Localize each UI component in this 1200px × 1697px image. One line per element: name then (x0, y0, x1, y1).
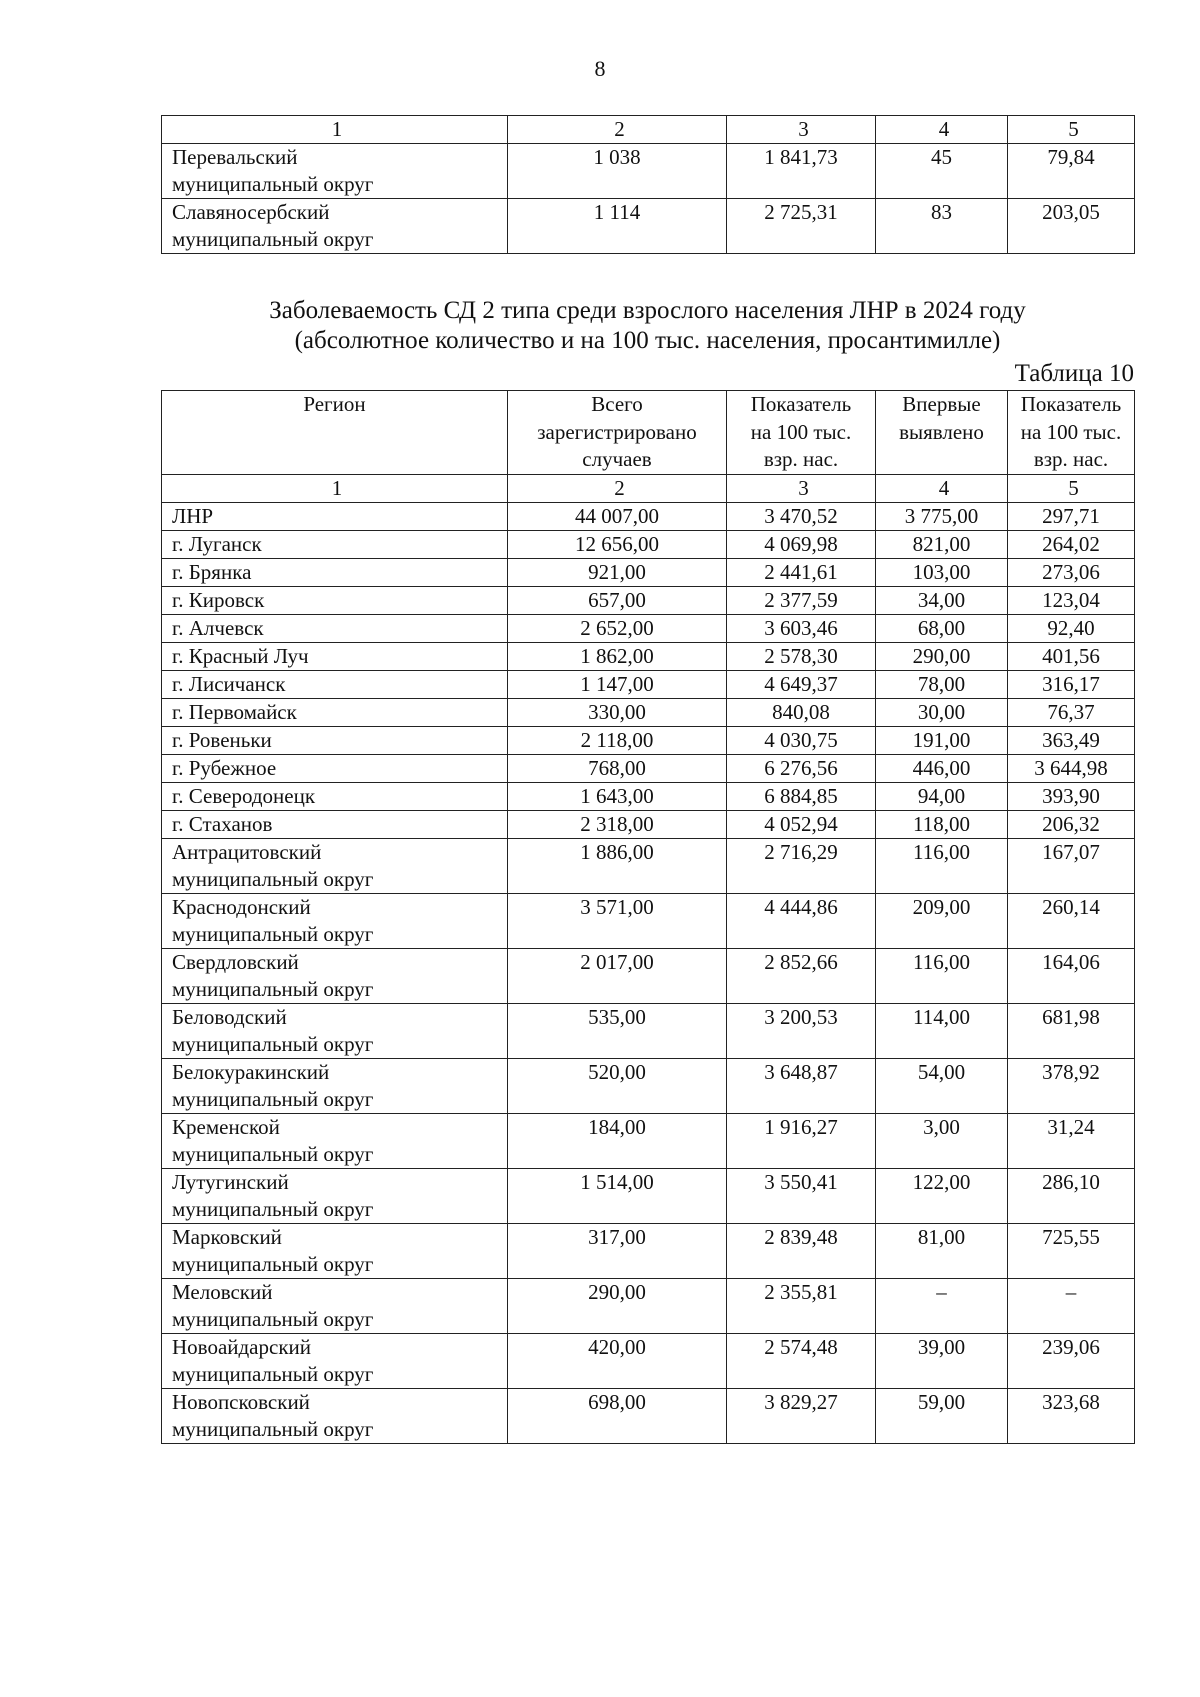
column-number: 5 (1008, 474, 1135, 502)
region-cell: Новоайдарский муниципальный округ (162, 1333, 508, 1388)
value-cell: 4 052,94 (727, 810, 876, 838)
value-cell: 4 030,75 (727, 726, 876, 754)
value-cell: 3 571,00 (508, 893, 727, 948)
value-cell: 122,00 (876, 1168, 1008, 1223)
region-cell: г. Кировск (162, 586, 508, 614)
value-cell: 191,00 (876, 726, 1008, 754)
column-number: 2 (508, 474, 727, 502)
region-cell: г. Брянка (162, 558, 508, 586)
value-cell: 725,55 (1008, 1223, 1135, 1278)
value-cell: 2 578,30 (727, 642, 876, 670)
value-cell: 260,14 (1008, 893, 1135, 948)
value-cell: 3 550,41 (727, 1168, 876, 1223)
value-cell: 1 147,00 (508, 670, 727, 698)
header-new-rate: Показатель на 100 тыс. взр. нас. (1008, 391, 1135, 475)
value-cell: 206,32 (1008, 810, 1135, 838)
value-cell: 921,00 (508, 558, 727, 586)
value-cell: 3 200,53 (727, 1003, 876, 1058)
value-cell: 68,00 (876, 614, 1008, 642)
table-row (162, 948, 1135, 1003)
column-number: 4 (876, 474, 1008, 502)
table-row (162, 1113, 1135, 1168)
value-cell: 1 514,00 (508, 1168, 727, 1223)
region-cell: Свердловский муниципальный округ (162, 948, 508, 1003)
region-cell: г. Луганск (162, 530, 508, 558)
value-cell: 363,49 (1008, 726, 1135, 754)
table-row (162, 1058, 1135, 1113)
value-cell: 1 886,00 (508, 838, 727, 893)
region-cell: г. Ровеньки (162, 726, 508, 754)
region-cell: Марковский муниципальный округ (162, 1223, 508, 1278)
value-cell: 2 017,00 (508, 948, 727, 1003)
page-number: 8 (594, 56, 606, 81)
value-cell: 1 862,00 (508, 642, 727, 670)
column-number: 4 (876, 116, 1008, 144)
value-cell: 45 (876, 144, 1008, 199)
value-cell: 520,00 (508, 1058, 727, 1113)
value-cell: 768,00 (508, 754, 727, 782)
value-cell: 3 644,98 (1008, 754, 1135, 782)
region-cell: Краснодонский муниципальный округ (162, 893, 508, 948)
column-number: 5 (1008, 116, 1135, 144)
header-rate: Показатель на 100 тыс. взр. нас. (727, 391, 876, 475)
value-cell: 1 841,73 (727, 144, 876, 199)
table-row (162, 838, 1135, 893)
value-cell: 840,08 (727, 698, 876, 726)
value-cell: 76,37 (1008, 698, 1135, 726)
value-cell: 323,68 (1008, 1388, 1135, 1443)
region-cell: г. Лисичанск (162, 670, 508, 698)
value-cell: 54,00 (876, 1058, 1008, 1113)
value-cell: 821,00 (876, 530, 1008, 558)
value-cell: 297,71 (1008, 502, 1135, 530)
value-cell: 3,00 (876, 1113, 1008, 1168)
region-cell: Новопсковский муниципальный округ (162, 1388, 508, 1443)
value-cell: 6 884,85 (727, 782, 876, 810)
table-row (162, 670, 1135, 698)
value-cell: 420,00 (508, 1333, 727, 1388)
value-cell: 3 775,00 (876, 502, 1008, 530)
value-cell: 94,00 (876, 782, 1008, 810)
value-cell: 78,00 (876, 670, 1008, 698)
value-cell: 378,92 (1008, 1058, 1135, 1113)
value-cell: 2 574,48 (727, 1333, 876, 1388)
value-cell: 2 318,00 (508, 810, 727, 838)
column-number: 1 (162, 116, 508, 144)
table-row (162, 1333, 1135, 1388)
value-cell: 209,00 (876, 893, 1008, 948)
column-number: 3 (727, 474, 876, 502)
value-cell: – (1008, 1278, 1135, 1333)
value-cell: 81,00 (876, 1223, 1008, 1278)
caption-subtitle: (абсолютное количество и на 100 тыс. населения, просантимилле) (294, 327, 1001, 354)
region-cell: ЛНР (162, 502, 508, 530)
table-row (162, 754, 1135, 782)
value-cell: 83 (876, 199, 1008, 254)
value-cell: 116,00 (876, 948, 1008, 1003)
table-label: Таблица 10 (1014, 360, 1134, 387)
table-caption (161, 296, 1134, 356)
region-cell: г. Красный Луч (162, 642, 508, 670)
value-cell: 39,00 (876, 1333, 1008, 1388)
value-cell: 316,17 (1008, 670, 1135, 698)
value-cell: 4 649,37 (727, 670, 876, 698)
value-cell: 2 441,61 (727, 558, 876, 586)
header-newly-detected: Впервые выявлено (876, 391, 1008, 475)
region-cell: г. Северодонецк (162, 782, 508, 810)
region-cell: Славяносербский муниципальный округ (162, 199, 508, 254)
table-row (162, 1003, 1135, 1058)
value-cell: 4 444,86 (727, 893, 876, 948)
value-cell: 31,24 (1008, 1113, 1135, 1168)
value-cell: 3 603,46 (727, 614, 876, 642)
value-cell: 698,00 (508, 1388, 727, 1443)
table-row (162, 1168, 1135, 1223)
region-cell: г. Первомайск (162, 698, 508, 726)
value-cell: 239,06 (1008, 1333, 1135, 1388)
value-cell: 401,56 (1008, 642, 1135, 670)
column-number-row (162, 116, 1135, 144)
value-cell: 92,40 (1008, 614, 1135, 642)
previous-table-continuation (161, 115, 1135, 254)
column-number-row (162, 474, 1135, 502)
value-cell: 273,06 (1008, 558, 1135, 586)
table-row (162, 726, 1135, 754)
table-row (162, 698, 1135, 726)
table-row (162, 502, 1135, 530)
value-cell: 286,10 (1008, 1168, 1135, 1223)
value-cell: 103,00 (876, 558, 1008, 586)
value-cell: 203,05 (1008, 199, 1135, 254)
value-cell: 2 118,00 (508, 726, 727, 754)
table-row (162, 1278, 1135, 1333)
value-cell: 123,04 (1008, 586, 1135, 614)
value-cell: 34,00 (876, 586, 1008, 614)
region-cell: Белокуракинский муниципальный округ (162, 1058, 508, 1113)
table-row (162, 530, 1135, 558)
table-row (162, 782, 1135, 810)
table-row (162, 199, 1135, 254)
region-cell: Лутугинский муниципальный округ (162, 1168, 508, 1223)
table-10 (161, 390, 1135, 1444)
value-cell: 2 377,59 (727, 586, 876, 614)
value-cell: 3 648,87 (727, 1058, 876, 1113)
region-cell: Перевальский муниципальный округ (162, 144, 508, 199)
value-cell: 59,00 (876, 1388, 1008, 1443)
table-row (162, 1388, 1135, 1443)
header-total-registered: Всего зарегистрировано случаев (508, 391, 727, 475)
table-row (162, 1223, 1135, 1278)
table-row (162, 642, 1135, 670)
value-cell: 2 839,48 (727, 1223, 876, 1278)
region-cell: Беловодский муниципальный округ (162, 1003, 508, 1058)
header-region: Регион (162, 391, 508, 475)
region-cell: Кременской муниципальный округ (162, 1113, 508, 1168)
value-cell: 3 829,27 (727, 1388, 876, 1443)
value-cell: 12 656,00 (508, 530, 727, 558)
region-cell: г. Алчевск (162, 614, 508, 642)
value-cell: 657,00 (508, 586, 727, 614)
value-cell: 4 069,98 (727, 530, 876, 558)
value-cell: 167,07 (1008, 838, 1135, 893)
column-number: 3 (727, 116, 876, 144)
value-cell: 2 652,00 (508, 614, 727, 642)
value-cell: 1 038 (508, 144, 727, 199)
column-number: 1 (162, 474, 508, 502)
value-cell: 681,98 (1008, 1003, 1135, 1058)
value-cell: – (876, 1278, 1008, 1333)
header-row (162, 391, 1135, 475)
region-cell: Антрацитовский муниципальный округ (162, 838, 508, 893)
value-cell: 1 916,27 (727, 1113, 876, 1168)
table-row (162, 586, 1135, 614)
value-cell: 317,00 (508, 1223, 727, 1278)
value-cell: 1 114 (508, 199, 727, 254)
value-cell: 164,06 (1008, 948, 1135, 1003)
region-cell: г. Рубежное (162, 754, 508, 782)
table-row (162, 893, 1135, 948)
value-cell: 3 470,52 (727, 502, 876, 530)
value-cell: 2 725,31 (727, 199, 876, 254)
region-cell: Меловский муниципальный округ (162, 1278, 508, 1333)
table-row (162, 614, 1135, 642)
city-rows (162, 502, 1135, 838)
value-cell: 2 355,81 (727, 1278, 876, 1333)
value-cell: 114,00 (876, 1003, 1008, 1058)
value-cell: 290,00 (508, 1278, 727, 1333)
value-cell: 290,00 (876, 642, 1008, 670)
value-cell: 330,00 (508, 698, 727, 726)
value-cell: 446,00 (876, 754, 1008, 782)
table-row (162, 558, 1135, 586)
value-cell: 6 276,56 (727, 754, 876, 782)
value-cell: 30,00 (876, 698, 1008, 726)
value-cell: 79,84 (1008, 144, 1135, 199)
value-cell: 44 007,00 (508, 502, 727, 530)
value-cell: 2 716,29 (727, 838, 876, 893)
value-cell: 184,00 (508, 1113, 727, 1168)
caption-title: Заболеваемость СД 2 типа среди взрослого населения ЛНР в 2024 году (269, 297, 1026, 324)
value-cell: 2 852,66 (727, 948, 876, 1003)
district-rows (162, 838, 1135, 1443)
value-cell: 535,00 (508, 1003, 727, 1058)
value-cell: 1 643,00 (508, 782, 727, 810)
value-cell: 393,90 (1008, 782, 1135, 810)
table-row (162, 810, 1135, 838)
value-cell: 264,02 (1008, 530, 1135, 558)
table-row (162, 144, 1135, 199)
region-cell: г. Стаханов (162, 810, 508, 838)
column-number: 2 (508, 116, 727, 144)
value-cell: 118,00 (876, 810, 1008, 838)
value-cell: 116,00 (876, 838, 1008, 893)
